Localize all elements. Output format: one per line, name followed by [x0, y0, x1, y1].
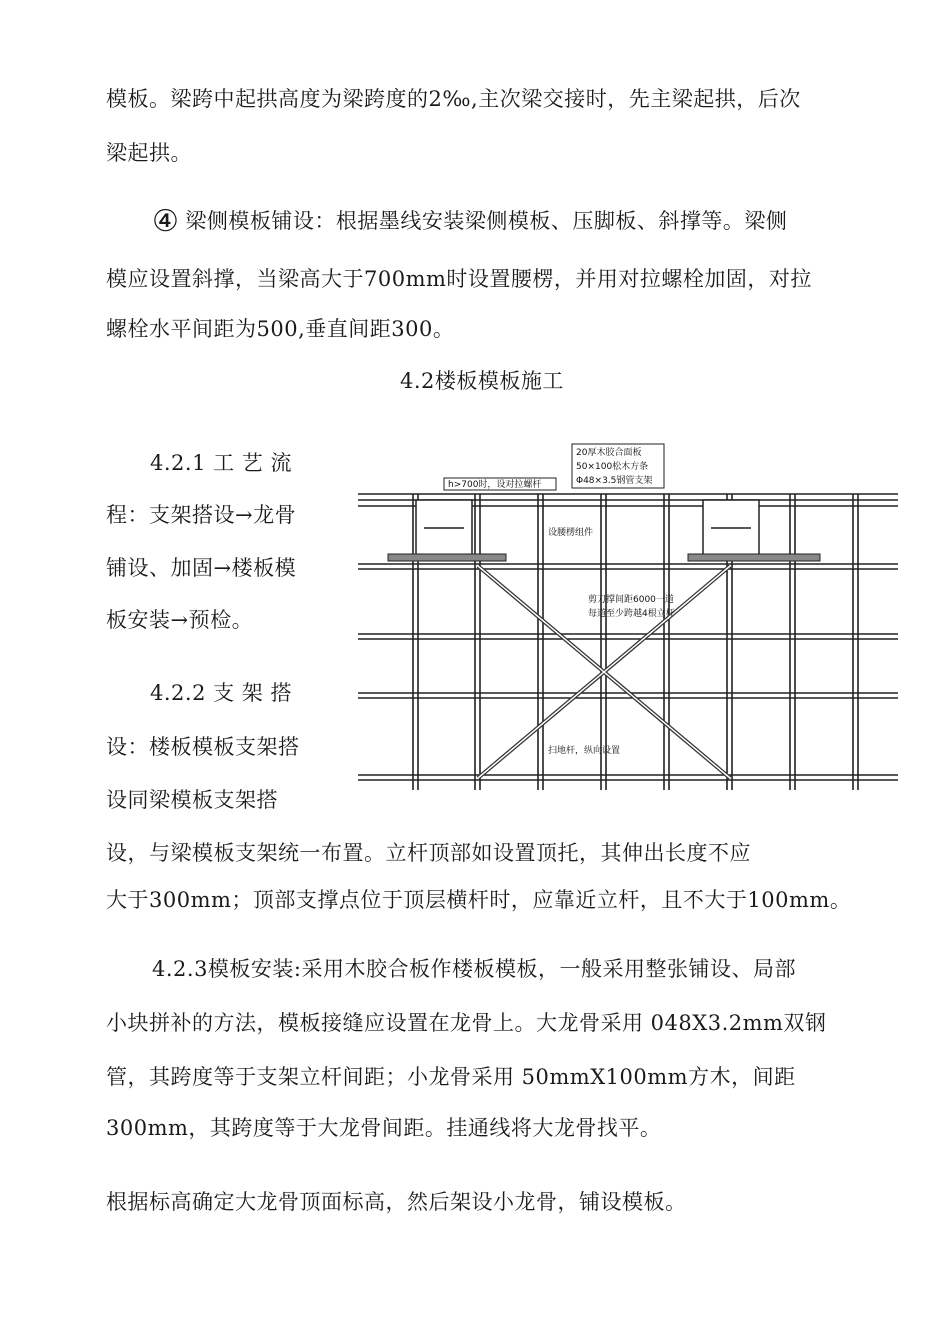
- paragraph-2-line-1: [152, 206, 787, 237]
- s422-line-3: 设同梁模板支架搭: [106, 788, 278, 812]
- label-steel-tube: Φ48×3.5钢管支架: [576, 476, 653, 486]
- paragraph-423-line-1: 4.2.3模板安装:采用木胶合板作楼板模板，一般采用整张铺设、局部: [152, 957, 797, 981]
- paragraph-423-line-2: 小块拼补的方法，模板接缝应设置在龙骨上。大龙骨采用 048X3.2mm双钢: [106, 1011, 827, 1035]
- paragraph-2-line-2: 模应设置斜撑，当梁高大于700mm时设置腰楞，并用对拉螺栓加固，对拉: [106, 267, 812, 291]
- label-plywood: 20厚木胶合面板: [576, 448, 642, 458]
- s421-line-1: 4.2.1 工 艺 流: [150, 451, 292, 475]
- paragraph-2-text-1: 梁侧模板铺设：根据墨线安装梁侧模板、压脚板、斜撑等。梁侧: [185, 209, 788, 233]
- paragraph-last: 根据标高确定大龙骨顶面标高，然后架设小龙骨，铺设模板。: [106, 1190, 687, 1214]
- paragraph-422-line-2: 大于300mm；顶部支撑点位于顶层横杆时，应靠近立杆，且不大于100mm。: [106, 888, 852, 912]
- circled-number-4: ④: [152, 204, 180, 239]
- paragraph-1-line-1: 模板。梁跨中起拱高度为梁跨度的2‰,主次梁交接时，先主梁起拱，后次: [106, 87, 801, 111]
- s422-line-1: 4.2.2 支 架 搭: [150, 681, 292, 705]
- paragraph-423-line-4: 300mm，其跨度等于大龙骨间距。挂通线将大龙骨找平。: [106, 1116, 662, 1140]
- label-battens: 50×100松木方条: [576, 462, 649, 472]
- label-tie-bolt: h>700时，设对拉螺杆: [448, 480, 542, 490]
- paragraph-1-line-2: 梁起拱。: [106, 141, 192, 165]
- formwork-support-diagram: [358, 440, 898, 800]
- s421-line-4: 板安装→预检。: [106, 608, 254, 632]
- s421-line-2: 程：支架搭设→龙骨: [106, 503, 297, 527]
- label-waist-rail: 设腰楞组件: [548, 528, 594, 538]
- section-heading: 4.2楼板模板施工: [400, 369, 564, 393]
- paragraph-422-line-1: 设，与梁模板支架统一布置。立杆顶部如设置顶托，其伸出长度不应: [106, 841, 751, 865]
- paragraph-423-line-3: 管，其跨度等于支架立杆间距；小龙骨采用 50mmX100mm方木，间距: [106, 1065, 796, 1089]
- label-brace-span: 每道至少跨越4根立杆: [588, 609, 675, 619]
- s422-line-2: 设：楼板模板支架搭: [106, 735, 300, 759]
- s421-line-3: 铺设、加固→楼板模: [106, 556, 297, 580]
- beam-base-boards: [388, 554, 820, 561]
- label-brace-spacing: 剪刀撑间距6000一道: [588, 595, 674, 605]
- paragraph-2-line-3: 螺栓水平间距为500,垂直间距300。: [106, 317, 455, 341]
- label-sweep-rod: 扫地杆，纵向设置: [548, 746, 621, 756]
